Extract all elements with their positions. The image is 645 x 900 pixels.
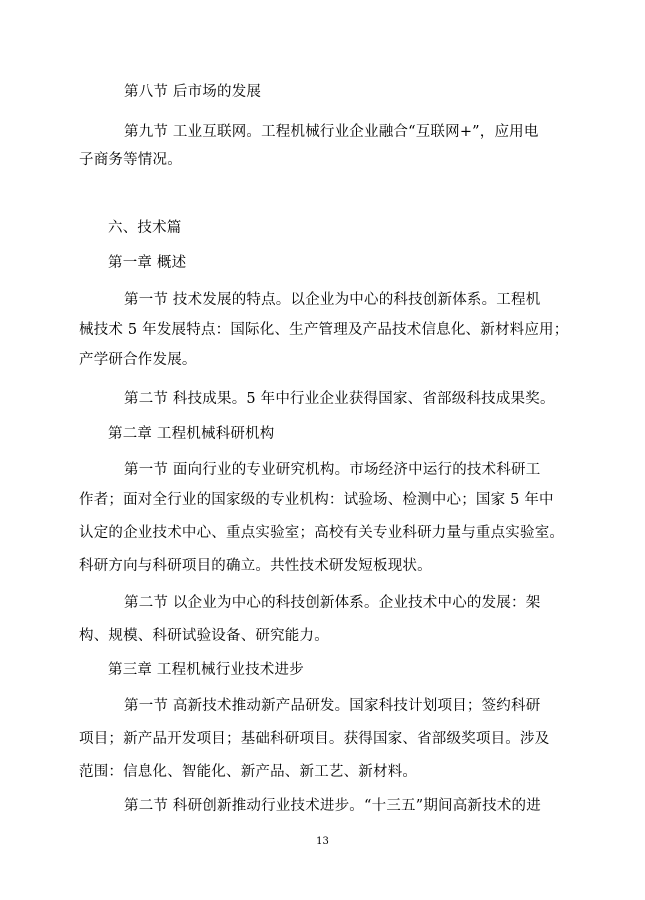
ch2-sec2-line-2: 构、规模、科研试验设备、研究能力。 — [79, 628, 329, 644]
ch2-sec2-line-1: 第二节 以企业为中心的科技创新体系。企业技术中心的发展：架 — [124, 595, 541, 611]
ch1-sec2-line-1: 第二节 科技成果。5 年中行业企业获得国家、省部级科技成果奖。 — [124, 391, 555, 407]
section-8-heading: 第八节 后市场的发展 — [124, 84, 262, 100]
ch1-sec1-line-3: 产学研合作发展。 — [79, 352, 197, 368]
ch3-sec2-line-1: 第二节 科研创新推动行业技术进步。“十三五”期间高新技术的进 — [124, 798, 541, 814]
section-9-line-2: 子商务等情况。 — [79, 152, 182, 168]
part-6-heading: 六、技术篇 — [108, 220, 182, 236]
ch3-sec1-line-2: 项目；新产品开发项目；基础科研项目。获得国家、省部级奖项目。涉及 — [79, 731, 550, 747]
ch1-sec1-line-2: 械技术 5 年发展特点：国际化、生产管理及产品技术信息化、新材料应用； — [79, 322, 569, 338]
ch2-sec1-line-2: 作者；面对全行业的国家级的专业机构：试验场、检测中心；国家 5 年中 — [79, 492, 554, 508]
ch3-sec1-line-1: 第一节 高新技术推动新产品研发。国家科技计划项目；签约科研 — [124, 698, 541, 714]
ch2-sec1-line-3: 认定的企业技术中心、重点实验室；高校有关专业科研力量与重点实验室。 — [79, 525, 565, 541]
chapter-1-heading: 第一章 概述 — [108, 255, 187, 271]
section-9-line-1: 第九节 工业互联网。工程机械行业企业融合“互联网+”，应用电 — [124, 124, 539, 140]
ch3-sec1-line-3: 范围：信息化、智能化、新产品、新工艺、新材料。 — [79, 764, 418, 780]
page-number: 13 — [316, 836, 329, 847]
ch2-sec1-line-1: 第一节 面向行业的专业研究机构。市场经济中运行的技术科研工 — [124, 462, 541, 478]
chapter-2-heading: 第二章 工程机械科研机构 — [108, 426, 275, 442]
chapter-3-heading: 第三章 工程机械行业技术进步 — [108, 662, 304, 678]
ch2-sec1-line-4: 科研方向与科研项目的确立。共性技术研发短板现状。 — [79, 558, 432, 574]
ch1-sec1-line-1: 第一节 技术发展的特点。以企业为中心的科技创新体系。工程机 — [124, 292, 541, 308]
